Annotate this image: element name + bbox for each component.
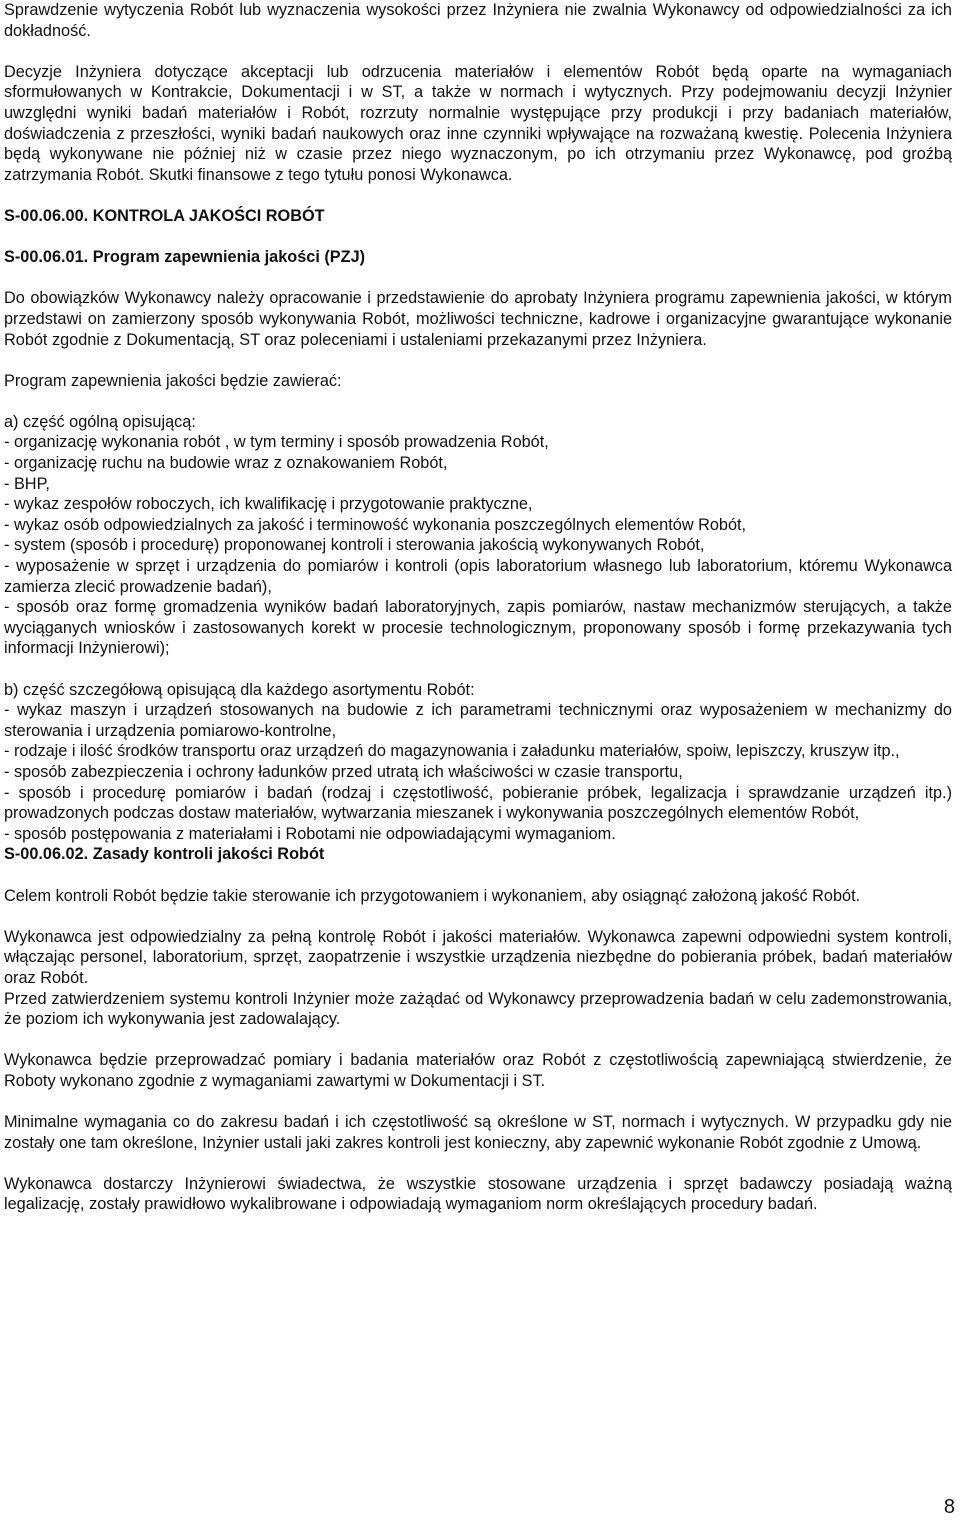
list-item: - system (sposób i procedurę) proponowanej kontroli i sterowania jakością wykonywanych Robót, [4, 536, 705, 555]
list-item: - rodzaje i ilość środków transportu oraz urządzeń do magazynowania i załadunku materiałów, spoiw, lepiszczy, kruszyw itp., [4, 742, 900, 761]
section-title: Zasady kontroli jakości Robót [92, 845, 325, 864]
paragraph-minimum-requirements: Minimalne wymagania co do zakresu badań i ich częstotliwość są określone w ST, normach i wytycznych. W przypadku gdy nie zostały one tam określone, Inżynier ustali jaki zakres kontroli jest konieczny, aby zapewnić wykonanie Robót zgodnie z Umową. [4, 1113, 952, 1152]
list-item: - wykaz zespołów roboczych, ich kwalifikację i przygotowanie praktyczne, [4, 495, 533, 514]
list-item: - wyposażenie w sprzęt i urządzenia do pomiarów i kontroli (opis laboratorium własnego lub laboratorium, któremu Wykonawca zamierza zlecić prowadzenie badań), [4, 557, 952, 596]
list-item: - wykaz maszyn i urządzeń stosowanych na budowie z ich parametrami technicznymi oraz wyposażeniem w mechanizmy do sterowania i urządzenia pomiarowo-kontrolne, [4, 701, 952, 740]
paragraph-demonstration-tests: Przed zatwierdzeniem systemu kontroli Inżynier może zażądać od Wykonawcy przeprowadzenia badań w celu zademonstrowania, że poziom ich wykonywania jest zadowalający. [4, 989, 952, 1029]
list-item: - sposób zabezpieczenia i ochrony ładunków przed utratą ich właściwości w czasie transportu, [4, 762, 683, 781]
section-code: S-00.06.02. [4, 845, 89, 864]
list-item: - wykaz osób odpowiedzialnych za jakość i terminowość wykonania poszczególnych elementów Robót, [4, 515, 747, 534]
section-heading-pzj [4, 247, 952, 268]
part-b-heading: b) część szczegółową opisującą dla każdego asortymentu Robót: [4, 680, 475, 699]
section-heading-quality-control: S-00.06.00. KONTROLA JAKOŚCI ROBÓT [4, 206, 325, 225]
paragraph-measurements-frequency: Wykonawca będzie przeprowadzać pomiary i badania materiałów oraz Robót z częstotliwością zapewniającą stwierdzenie, że Roboty wykonano zgodnie z wymaganiami zawartymi w Dokumentacji i ST. [4, 1051, 952, 1090]
section-code: S-00.06.01. [4, 248, 89, 267]
list-item: - sposób postępowania z materiałami i Robotami nie odpowiadającymi wymaganiom. [4, 824, 616, 843]
list-item: - organizację ruchu na budowie wraz z oznakowaniem Robót, [4, 454, 448, 473]
paragraph-contractor-responsibility: Wykonawca jest odpowiedzialny za pełną kontrolę Robót i jakości materiałów. Wykonawca zapewni odpowiedni system kontroli, włączając personel, laboratorium, sprzęt, zaopatrzenie i wszystkie urządzenia niezbędne do pobierania próbek, badań materiałów oraz Robót. [4, 927, 952, 987]
paragraph-surveying-responsibility: Sprawdzenie wytyczenia Robót lub wyznaczenia wysokości przez Inżyniera nie zwalnia Wykonawcy od odpowiedzialności za ich dokładność. [4, 1, 952, 40]
paragraph-equipment-certificates: Wykonawca dostarczy Inżynierowi świadectwa, że wszystkie stosowane urządzenia i sprzęt badawczy posiadają ważną legalizację, zostały prawidłowo wykalibrowane i odpowiadają wymaganiom norm określających procedury badań. [4, 1174, 952, 1214]
section-heading-control-rules [4, 844, 952, 865]
list-item: - sposób i procedurę pomiarów i badań (rodzaj i częstotliwość, pobieranie próbek, legalizacja i sprawdzanie urządzeń itp.) prowadzonych podczas dostaw materiałów, wytwarzania mieszanek i wykonywania poszczególnych elementów Robót, [4, 783, 952, 823]
part-a-heading: a) część ogólną opisującą: [4, 412, 196, 431]
list-item: - sposób oraz formę gromadzenia wyników badań laboratoryjnych, zapis pomiarów, nastaw mechanizmów sterujących, a także wyciąganych wniosków i zastosowanych korekt w procesie technologicznym, proponowany sposób i formę przekazywania tych informacji Inżynierowi); [4, 598, 952, 658]
section-title: Program zapewnienia jakości (PZJ) [92, 248, 366, 267]
paragraph-engineer-decisions: Decyzje Inżyniera dotyczące akceptacji lub odrzucenia materiałów i elementów Robót będą oparte na wymaganiach sformułowanych w Kontrakcie, Dokumentacji i w ST, a także w normach i wytycznych. Przy podejmowaniu decyzji Inżynier uwzględni wyniki badań materiałów i Robót, rozrzuty normalnie występujące przy produkcji i przy badaniach materiałów, doświadczenia z przeszłości, wyniki badań naukowych oraz inne czynniki wpływające na rozważaną kwestię. Polecenia Inżyniera będą wykonywane nie później niż w czasie przez niego wyznaczonym, po ich otrzymaniu przez Wykonawcę, pod groźbą zatrzymania Robót. Skutki finansowe z tego tytułu ponosi Wykonawca. [4, 62, 952, 184]
list-item: - organizację wykonania robót , w tym terminy i sposób prowadzenia Robót, [4, 433, 549, 452]
paragraph-pzj-intro: Do obowiązków Wykonawcy należy opracowanie i przedstawienie do aprobaty Inżyniera programu zapewnienia jakości, w którym przedstawi on zamierzony sposób wykonywania Robót, możliwości techniczne, kadrowe i organizacyjne gwarantujące wykonanie Robót zgodnie z Dokumentacją, ST oraz poleceniami i ustaleniami przekazanymi przez Inżyniera. [4, 289, 952, 349]
document-page [4, 0, 952, 1215]
paragraph-control-purpose: Celem kontroli Robót będzie takie sterowanie ich przygotowaniem i wykonaniem, aby osiągnąć założoną jakość Robót. [4, 886, 861, 905]
paragraph-pzj-contains: Program zapewnienia jakości będzie zawierać: [4, 371, 342, 390]
list-item: - BHP, [4, 474, 50, 493]
page-number: 8 [943, 1496, 955, 1518]
